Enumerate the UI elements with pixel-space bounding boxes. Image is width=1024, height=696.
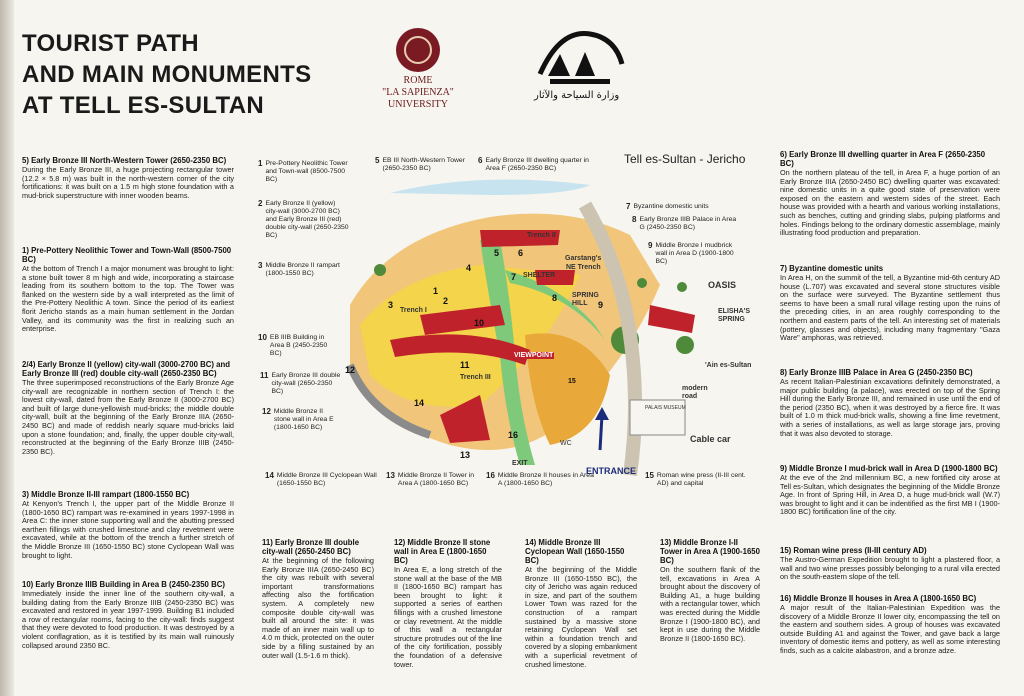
map-label-6: 6 Early Bronze III dwelling quarter in Area F (2650-2350 BC)	[478, 156, 589, 172]
map-label-12: 12 Middle Bronze II stone wall in Area E (1800-1650 BC)	[262, 407, 334, 431]
map-text-entrance: ENTRANCE	[586, 466, 637, 476]
section-heading: 3) Middle Bronze II-III rampart (1800-1550 BC)	[22, 490, 190, 499]
title-line: AND MAIN MONUMENTS	[22, 61, 312, 88]
section-body: Immediately inside the inner line of the southern city-wall, a building dating from the Early Bronze IIIB (2450-2350 BC) was excavated and restored in year 1997-1999. Building B1 included a row of rectangular rooms, facing to the city-wall: finds suggest that they were devoted to food production. It was destroyed by a violent conflagration, as it is testified by its main wall ruinously collapsed around 2350 BC.	[22, 589, 234, 650]
map-text-netrench: NE Trench	[566, 264, 601, 271]
section-heading: 1) Pre-Pottery Neolithic Tower and Town-Wall (8500-7500 BC)	[22, 246, 232, 264]
map-label-5: 5 EB III North-Western Tower (2650-2350 BC)	[375, 156, 465, 172]
sapienza-seal-icon	[396, 28, 440, 72]
section-heading: 2/4) Early Bronze II (yellow) city-wall (3000-2700 BC) and Early Bronze III (red) double city-wall (2650-2350 BC)	[22, 360, 230, 378]
map-number: 4	[466, 263, 472, 273]
section-6	[780, 150, 1000, 238]
map-label-14: 14 Middle Bronze III Cyclopean Wall (1650-1550 BC)	[265, 471, 377, 487]
map-number: 11	[460, 360, 470, 370]
map-text-oasis: OASIS	[708, 280, 737, 290]
section-body: On the northern plateau of the tell, in Area F, a huge portion of an Early Bronze IIIA (2650-2450 BC) dwelling quarter was excavated: nine domestic units in a quite good state of preservation were exposed on the eastern and western sides of the street. Each house was provided with a hearth and various working installations, such as benches, cutting and grinding slabs, pulping platforms and holes. Findings belong to the ordinary domestic assemblage, mainly illustrating food production and preparation.	[780, 168, 1000, 238]
ministry-logo	[530, 24, 630, 104]
section-heading: 6) Early Bronze III dwelling quarter in Area F (2650-2350 BC)	[780, 150, 986, 168]
title-line: AT TELL ES-SULTAN	[22, 92, 264, 119]
section-body: In Area E, a long stretch of the stone wall at the base of the MB II (1800-1650 BC) rampart has been brought to light: it supported a series of earthen fillings with a crushed limestone or clay revetment. At the middle of this wall a rectangular structure protrudes out of the line of the city fortification, possibly the foundation of a defensive tower.	[394, 565, 502, 669]
map-text-spring2: SPRING	[718, 316, 745, 323]
map-number: 10	[474, 318, 485, 328]
section-body: At the bottom of Trench I a major monument was brought to light: a stone built tower 8 m high and wide, incorporating a staircase leading from its southern bottom to the top. The Tower was flanked on the western side by a wall interpreted as the limit of the Pre-Pottery Neolithic A town. Since the period of its earliest florit Jericho stands as a main human settlement in the Jordan Valley, and its community was the first in realizing such an enterprise.	[22, 264, 234, 334]
map-text-ain: 'Ain es-Sultan	[705, 362, 752, 369]
map-number: 15	[568, 378, 576, 385]
section-5	[22, 156, 234, 200]
ministry-emblem-icon	[530, 24, 630, 88]
section-heading: 11) Early Bronze III double city-wall (2650-2450 BC)	[262, 538, 360, 556]
map-text-trench1: Trench I	[400, 307, 427, 314]
map-text-building: PALAIS MUSEUM	[645, 405, 686, 411]
uni-line: ROME	[403, 75, 433, 86]
section-heading: 7) Byzantine domestic units	[780, 264, 884, 273]
section-10	[22, 580, 234, 650]
map-number: 14	[414, 398, 425, 408]
map-text-road: road	[682, 393, 698, 400]
site-map-illustration	[330, 175, 750, 485]
section-body: The three superimposed reconstructions of the Early Bronze Age city-wall are recognizable in northern section of Trench I: the lowest city-wall, dated from the Early Bronze II (3000-2700 BC) and built of large dune-yellowish mud-bricks; the middle double city-wall, built at the beginning of the Early Bronze IIIA (2650-2450 BC) and made of reddish nearly square mud-bricks laid upon a stone foundation; and, finally, the upper double city-wall, reconstructed at the beginning of the Early Bronze IIIB (2450-2350 BC).	[22, 378, 234, 456]
section-body: The Austro-German Expedition brought to light a plastered floor, a wall and two wine presses possibly belonging to a rural villa erected on the south-eastern slope of the tell.	[780, 555, 1000, 582]
section-heading: 8) Early Bronze IIIB Palace in Area G (2450-2350 BC)	[780, 368, 973, 377]
title-line: TOURIST PATH	[22, 30, 199, 57]
section-7	[780, 264, 1000, 343]
section-body: At the beginning of the following Early Bronze IIIA (2650-2450 BC) the city was rebuilt with several important transformations affecting also the fortification system. A completely new composite double city-wall was built all around the site: it was made of an inner main wall up to 4.0 m thick, protected on the outer side by a filling sustained by an outer wall (1.5-1.6 m thick).	[262, 556, 374, 660]
map-text-elishas: ELISHA'S	[718, 308, 751, 315]
map-label-13: 13 Middle Bronze II Tower in Area A (1800-1650 BC)	[386, 471, 475, 487]
section-heading: 13) Middle Bronze I-II Tower in Area A (1900-1650 BC)	[660, 538, 760, 565]
map-label-16: 16 Middle Bronze II houses in Area A (1800-1650 BC)	[486, 471, 594, 487]
map-number: 2	[443, 296, 449, 306]
section-11	[262, 538, 374, 660]
section-14	[525, 538, 637, 669]
page-title	[22, 28, 311, 121]
map-text-hill: HILL	[572, 300, 588, 307]
uni-line: UNIVERSITY	[388, 99, 448, 110]
university-logo	[368, 28, 468, 111]
map-text-spring: SPRING	[572, 292, 599, 299]
map-text-shelter: SHELTER	[523, 272, 556, 279]
map-label-3: 3 Middle Bronze II rampart (1800-1550 BC)	[258, 261, 340, 277]
map-label-15: 15 Roman wine press (II-III cent. AD) and capital	[645, 471, 746, 487]
map-label-2: 2 Early Bronze II (yellow) city-wall (3000-2700 BC) and Early Bronze III (red) double city-wall (2650-2350 BC)	[258, 199, 349, 239]
map-text-wc: WC	[560, 440, 572, 447]
map-label-7: 7 Byzantine domestic units	[626, 202, 709, 211]
section-16	[780, 594, 1000, 656]
map-text-trench3: Trench III	[460, 374, 491, 381]
section-1	[22, 246, 234, 334]
uni-line: "LA SAPIENZA"	[382, 87, 454, 98]
section-body: At the eve of the 2nd millennium BC, a new fortified city arose at Tell es-Sultan, which designates the beginning of the Middle Bronze Age. In front of Spring Hill, in Area D, a huge mud-brick wall (W.7) was brought to light and it can be indentified as the first MB I (1900-1800 BC) fortification line of the city.	[780, 473, 1000, 517]
map-number: 12	[345, 365, 356, 375]
map-number: 8	[552, 293, 558, 303]
section-15	[780, 546, 1000, 582]
section-body: A major result of the Italian-Palestinian Expedition was the discovery of a Middle Bronze II lower city, encompassing the tell on the eastern and southern sides. A group of houses was excavated outside Building A1 and against the Tower, and gave back a large inventory of domestic items and pottery, as well as some interesting finds, such as a calcite alabastron, and a bronze adze.	[780, 603, 1000, 655]
section-8	[780, 368, 1000, 438]
section-body: On the southern flank of the tell, excavations in Area A brought about the discovery of Building A1, a huge building with a rectangular tower, which was erected during the Middle Bronze I (1900-1800 BC), and kept in use during the Middle Bronze II (1800-1650 BC).	[660, 565, 760, 643]
map-text-cablecar: Cable car	[690, 434, 731, 444]
section-13	[660, 538, 760, 643]
section-heading: 16) Middle Bronze II houses in Area A (1800-1650 BC)	[780, 594, 977, 603]
map-number: 13	[460, 450, 471, 460]
map-label-11: 11 Early Bronze III double city-wall (2650-2350 BC)	[260, 371, 341, 395]
section-body: In Area H, on the summit of the tell, a Byzantine mid-6th century AD house (L.707) was excavated and several stone structures visible on the surface were surveyed. The Byzantine settlement thus seems to have been a small rural village resting upon the ruins of the preceding cities, in an area roughly corresponding to the northern and eastern parts of the tell. An interesting set of materials (pottery, glasses and objects), including many fragmentary "Gaza Ware" amphoras, was retrieved.	[780, 273, 1000, 343]
map-text-garstang: Garstang's	[565, 255, 602, 262]
section-heading: 5) Early Bronze III North-Western Tower (2650-2350 BC)	[22, 156, 227, 165]
section-9	[780, 464, 1000, 517]
ministry-arabic: وزارة السياحة والآثار	[534, 90, 620, 101]
section-3	[22, 490, 234, 560]
map-text-viewpoint: VIEWPOINT	[514, 352, 554, 359]
map-number: 3	[388, 300, 394, 310]
map-number: 1	[433, 286, 439, 296]
map-number: 5	[494, 248, 500, 258]
map-label-10: 10 EB IIIB Building in Area B (2450-2350 BC)	[258, 333, 328, 357]
map-number: 6	[518, 248, 524, 258]
map-text-trench2: Trench II	[527, 232, 556, 239]
map-title: Tell es-Sultan - Jericho	[624, 152, 746, 166]
map-label-8: 8 Early Bronze IIIB Palace in Area G (2450-2350 BC)	[632, 215, 737, 231]
section-heading: 14) Middle Bronze III Cyclopean Wall (1650-1550 BC)	[525, 538, 625, 565]
map-number: 16	[508, 430, 519, 440]
section-heading: 10) Early Bronze IIIB Building in Area B (2450-2350 BC)	[22, 580, 225, 589]
section-heading: 15) Roman wine press (II-III century AD)	[780, 546, 927, 555]
section-body: At Kenyon's Trench I, the upper part of the Middle Bronze II (1800-1650 BC) rampart was re-examined in years 1997-1998 in Area C: the inner stone supporting wall and the abutting pressed earthen fillings with crushed limestone and clay revetment were excavated, while at the bottom of the trench a further stretch of the Middle Bronze III (1650-1550 BC) stone Cyclopean Wall was brought to light.	[22, 499, 234, 560]
section-body: During the Early Bronze III, a huge projecting rectangular tower (12.2 × 5.8 m) was built in the north-western corner of the city fortifications: it was built on a 1.5 m high stone foundation with a mud-brick superstructure with inner wooden beams.	[22, 165, 234, 200]
map-number: 7	[511, 272, 517, 282]
section-2-4	[22, 360, 234, 456]
section-body: As recent Italian-Palestinian excavations definitely demonstrated, a major public building (a palace), was erected on top of the Spring Hill during the Early Bronze III, and remained in use until the end of the period (2350 BC), when it was destroyed by a fierce fire. It was built of 1.0 m thick mud-brick walls, showing a fine lime revetment, with a series of installations, as well as large storage jars, proving that it was also devoted to storage.	[780, 377, 1000, 438]
section-heading: 9) Middle Bronze I mud-brick wall in Area D (1900-1800 BC)	[780, 464, 998, 473]
section-heading: 12) Middle Bronze II stone wall in Area E (1800-1650 BC)	[394, 538, 491, 565]
map-number: 9	[598, 300, 604, 310]
map-label-1: 1 Pre-Pottery Neolithic Tower and Town-wall (8500-7500 BC)	[258, 159, 348, 183]
section-12	[394, 538, 502, 669]
map-text-exit: EXIT	[512, 460, 528, 467]
map-text-modern: modern	[682, 385, 708, 392]
map-label-9: 9 Middle Bronze I mudbrick wall in Area D (1900-1800 BC)	[648, 241, 734, 265]
section-body: At the beginning of the Middle Bronze III (1650-1550 BC), the city of Jericho was again reduced in size, and part of the southern Lower Town was razed for the construction of a rampart sustained by a massive stone retaining Cyclopean Wall set within a foundation trench and covered by a sloping embankment with a superficial revetment of crushed limestone.	[525, 565, 637, 669]
